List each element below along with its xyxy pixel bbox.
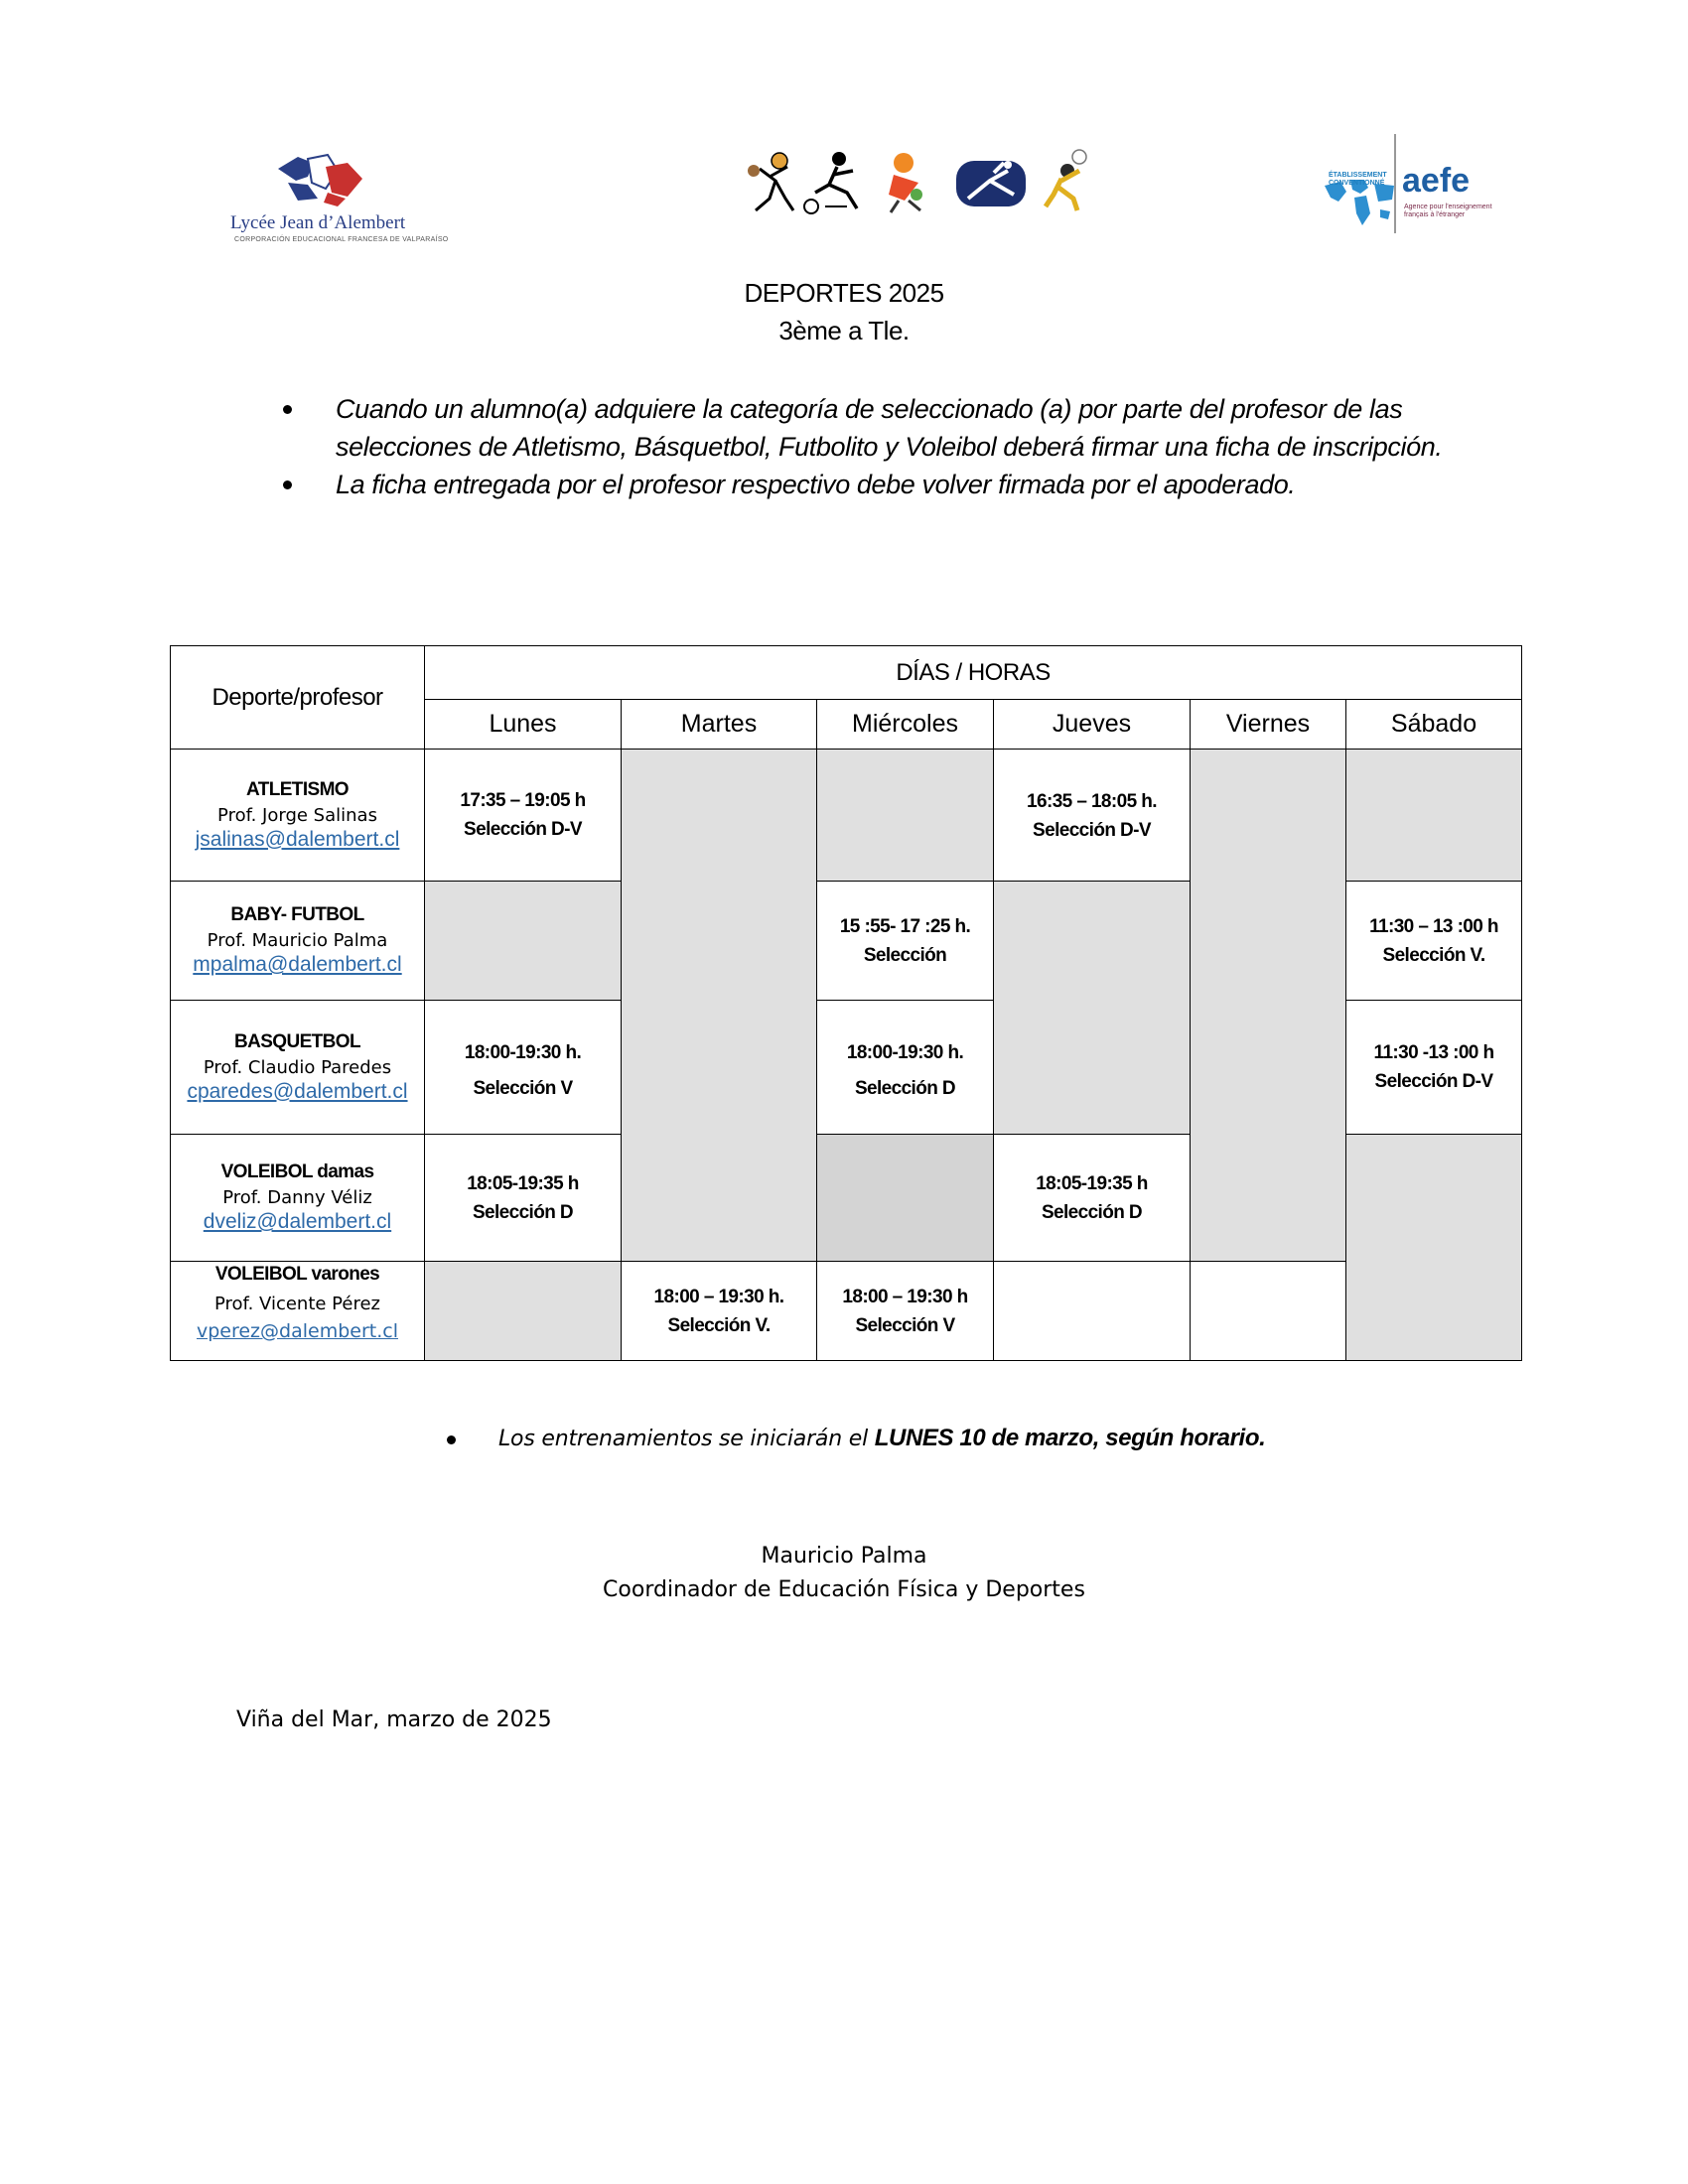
empty-cell bbox=[1191, 1262, 1346, 1361]
aefe-tagline: ÉTABLISSEMENT CONVENTIONNÉ bbox=[1329, 172, 1387, 187]
schedule-cell: 18:00 – 19:30 h Selección V bbox=[817, 1262, 994, 1361]
signature-name: Mauricio Palma bbox=[761, 1544, 927, 1569]
list-item: Cuando un alumno(a) adquiere la categoría de seleccionado (a) por parte del profesor de las selecciones de Atletismo, Básquetbol, Futbolito y Voleibol deberá firmar una ficha de inscripción. bbox=[288, 390, 1460, 466]
column-header-martes: Martes bbox=[622, 700, 817, 750]
volleyball-player-icon bbox=[1046, 150, 1086, 210]
lycee-logo bbox=[228, 149, 449, 243]
empty-cell bbox=[622, 750, 817, 1262]
start-date-note: Los entrenamientos se iniciarán el LUNES 10 de marzo, según horario. bbox=[447, 1425, 1265, 1452]
schedule-cell: 18:05-19:35 h Selección D bbox=[425, 1135, 622, 1262]
email-link[interactable]: vperez@dalembert.cl bbox=[196, 1320, 398, 1342]
email-link[interactable]: mpalma@dalembert.cl bbox=[193, 953, 402, 976]
schedule-cell: 17:35 – 19:05 h Selección D-V bbox=[425, 750, 622, 882]
aefe-agency-text: Agence pour l'enseignement français à l'étranger bbox=[1404, 204, 1492, 218]
column-header-viernes: Viernes bbox=[1191, 700, 1346, 750]
schedule-cell: 11:30 -13 :00 h Selección D-V bbox=[1346, 1001, 1522, 1135]
empty-cell bbox=[994, 882, 1191, 1135]
schedule-cell: 18:05-19:35 h Selección D bbox=[994, 1135, 1191, 1262]
cartoon-athlete-icon bbox=[889, 153, 922, 212]
aefe-logo-text: aefe bbox=[1402, 162, 1471, 200]
schedule-table bbox=[170, 645, 1522, 1361]
sport-cell: VOLEIBOL damas Prof. Danny Véliz dveliz@dalembert.cl bbox=[171, 1135, 425, 1262]
email-link[interactable]: jsalinas@dalembert.cl bbox=[195, 827, 400, 851]
email-link[interactable]: cparedes@dalembert.cl bbox=[187, 1079, 408, 1103]
empty-cell bbox=[1346, 1135, 1522, 1361]
column-header-lunes: Lunes bbox=[425, 700, 622, 750]
signature-role: Coordinador de Educación Física y Deportes bbox=[603, 1577, 1085, 1602]
sport-cell: BABY- FUTBOL Prof. Mauricio Palma mpalma@dalembert.cl bbox=[171, 882, 425, 1001]
aefe-logo bbox=[1321, 134, 1509, 233]
document-subtitle: 3ème a Tle. bbox=[778, 316, 910, 345]
list-item: La ficha entregada por el profesor respectivo debe volver firmada por el apoderado. bbox=[288, 466, 1460, 503]
schedule-cell: 18:00-19:30 h. Selección V bbox=[425, 1001, 622, 1135]
sport-cell: ATLETISMO Prof. Jorge Salinas jsalinas@dalembert.cl bbox=[171, 750, 425, 882]
document-title: DEPORTES 2025 bbox=[744, 278, 944, 308]
empty-cell bbox=[1191, 750, 1346, 1262]
column-header-sabado: Sábado bbox=[1346, 700, 1522, 750]
empty-cell bbox=[817, 1135, 994, 1262]
empty-cell bbox=[425, 882, 622, 1001]
runner-silhouette-icon bbox=[956, 161, 1026, 206]
sport-cell: BASQUETBOL Prof. Claudio Paredes cparedes@dalembert.cl bbox=[171, 1001, 425, 1135]
empty-cell bbox=[817, 750, 994, 882]
start-date-highlight: LUNES 10 de marzo, según horario. bbox=[874, 1425, 1266, 1451]
bullet-icon bbox=[283, 405, 292, 414]
lycee-emblem-icon bbox=[268, 149, 387, 210]
empty-cell bbox=[994, 1262, 1191, 1361]
sport-cell: VOLEIBOL varones Prof. Vicente Pérez vperez@dalembert.cl bbox=[171, 1262, 425, 1361]
column-header-sport: Deporte/profesor bbox=[171, 646, 425, 750]
sports-icons bbox=[730, 149, 1127, 218]
schedule-cell: 18:00-19:30 h. Selección D bbox=[817, 1001, 994, 1135]
soccer-player-icon bbox=[804, 152, 857, 213]
email-link[interactable]: dveliz@dalembert.cl bbox=[203, 1210, 392, 1233]
empty-cell bbox=[1346, 750, 1522, 882]
column-header-jueves: Jueves bbox=[994, 700, 1191, 750]
place-date: Viña del Mar, marzo de 2025 bbox=[236, 1707, 552, 1732]
table-row bbox=[171, 750, 1522, 882]
lycee-logo-subtext: CORPORACIÓN EDUCACIONAL FRANCESA DE VALPARAÍSO bbox=[234, 236, 449, 243]
bullet-icon bbox=[447, 1435, 456, 1444]
column-group-header: DÍAS / HORAS bbox=[425, 646, 1522, 700]
rules-list bbox=[288, 390, 1460, 503]
column-header-miercoles: Miércoles bbox=[817, 700, 994, 750]
bullet-icon bbox=[283, 480, 292, 489]
schedule-cell: 16:35 – 18:05 h. Selección D-V bbox=[994, 750, 1191, 882]
schedule-cell: 11:30 – 13 :00 h Selección V. bbox=[1346, 882, 1522, 1001]
table-row bbox=[171, 1262, 1522, 1361]
schedule-cell: 15 :55- 17 :25 h. Selección bbox=[817, 882, 994, 1001]
schedule-cell: 18:00 – 19:30 h. Selección V. bbox=[622, 1262, 817, 1361]
lycee-logo-text: Lycée Jean d’Alembert bbox=[230, 212, 406, 233]
empty-cell bbox=[425, 1262, 622, 1361]
basketball-player-icon bbox=[748, 153, 793, 210]
